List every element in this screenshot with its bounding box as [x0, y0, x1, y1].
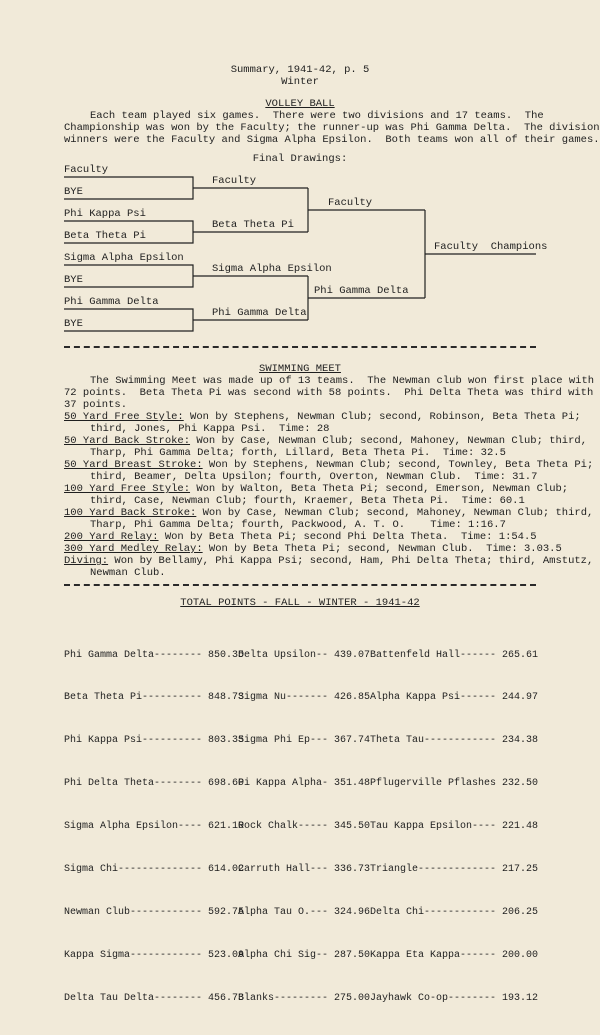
swim-event-4	[64, 483, 568, 495]
section-divider-1	[64, 346, 536, 348]
totals-heading: TOTAL POINTS - FALL - WINTER - 1941-42	[180, 597, 420, 609]
totals-row: Delta Upsilon-- 439.07	[238, 649, 371, 661]
swim-event-5-name: 100 Yard Back Stroke:	[64, 507, 197, 519]
swimming-para-1: The Swimming Meet was made up of 13 teams. The Newman club won first place with	[90, 375, 595, 387]
totals-row: Delta Chi------------ 206.25	[370, 906, 539, 918]
r3-team-1: Faculty	[328, 197, 373, 209]
r2-team-4: Phi Gamma Delta	[212, 307, 307, 319]
swim-event-4-line2: third, Case, Newman Club; fourth, Kraemer, Beta Theta Pi. Time: 60.1	[90, 495, 525, 507]
volleyball-para-3: winners were the Faculty and Sigma Alpha Epsilon. Both teams won all of their games.	[64, 134, 600, 146]
swimming-heading: SWIMMING MEET	[259, 363, 341, 375]
swim-event-2-line2: Tharp, Phi Gamma Delta; forth, Lillard, Beta Theta Pi. Time: 32.5	[90, 447, 506, 459]
page-season: Winter	[281, 76, 319, 88]
r3-team-2: Phi Gamma Delta	[314, 285, 409, 297]
r1-team-5: Sigma Alpha Epsilon	[64, 252, 184, 264]
swim-event-3-line2: third, Beamer, Delta Upsilon; fourth, Overton, Newman Club. Time: 31.7	[90, 471, 538, 483]
r1-team-6: BYE	[64, 274, 83, 286]
totals-row: Phi Kappa Psi---------- 803.35	[64, 735, 245, 747]
totals-row: Delta Tau Delta-------- 456.73	[64, 992, 245, 1004]
r1-team-3: Phi Kappa Psi	[64, 208, 146, 220]
r2-team-3: Sigma Alpha Epsilon	[212, 263, 332, 275]
swim-event-4-name: 100 Yard Free Style:	[64, 483, 191, 495]
swim-event-6	[64, 531, 537, 543]
totals-row: Pflugerville Pflashes 232.50	[370, 778, 539, 790]
swim-event-8-name: Diving:	[64, 555, 109, 567]
r1-team-4: Beta Theta Pi	[64, 230, 146, 242]
swim-event-1	[64, 411, 581, 423]
totals-col-1	[64, 620, 244, 1035]
champion-label: Faculty Champions	[434, 241, 548, 253]
totals-row: Alpha Kappa Psi------ 244.97	[370, 692, 539, 704]
totals-row: Triangle------------- 217.25	[370, 864, 539, 876]
totals-row: Kappa Eta Kappa------ 200.00	[370, 949, 539, 961]
totals-row: Blanks--------- 275.00	[238, 992, 371, 1004]
swim-event-1-name: 50 Yard Free Style:	[64, 411, 184, 423]
swim-event-4-line1: Won by Walton, Beta Theta Pi; second, Emerson, Newman Club;	[190, 483, 569, 495]
totals-row: Newman Club------------ 592.75	[64, 906, 245, 918]
totals-row: Theta Tau------------ 234.38	[370, 735, 539, 747]
totals-row: Jayhawk Co-op-------- 193.12	[370, 992, 539, 1004]
swim-event-5	[64, 507, 593, 519]
swim-event-8-line1: Won by Bellamy, Phi Kappa Psi; second, Ham, Phi Delta Theta; third, Amstutz,	[108, 555, 594, 567]
totals-row: Alpha Tau O.--- 324.96	[238, 906, 371, 918]
totals-row: Sigma Alpha Epsilon---- 621.10	[64, 821, 245, 833]
r1-team-7: Phi Gamma Delta	[64, 296, 159, 308]
totals-row: Sigma Nu------- 426.85	[238, 692, 371, 704]
swim-event-3	[64, 459, 593, 471]
volleyball-para-1: Each team played six games. There were two divisions and 17 teams. The	[90, 110, 544, 122]
r2-team-1: Faculty	[212, 175, 257, 187]
page-title: Summary, 1941-42, p. 5	[230, 64, 370, 76]
totals-row: Kappa Sigma------------ 523.09	[64, 949, 245, 961]
totals-row: Phi Gamma Delta-------- 850.35	[64, 649, 245, 661]
r1-team-8: BYE	[64, 318, 83, 330]
swim-event-1-line1: Won by Stephens, Newman Club; second, Robinson, Beta Theta Pi;	[183, 411, 581, 423]
swim-event-5-line1: Won by Case, Newman Club; second, Mahoney, Newman Club; third,	[196, 507, 594, 519]
swim-event-6-name: 200 Yard Relay:	[64, 531, 159, 543]
swim-event-2-name: 50 Yard Back Stroke:	[64, 435, 191, 447]
totals-row: Pi Kappa Alpha- 351.48	[238, 778, 371, 790]
final-drawings-label: Final Drawings:	[252, 153, 348, 165]
swimming-para-2: 72 points. Beta Theta Pi was second with 58 points. Phi Delta Theta was third with	[64, 387, 594, 399]
r1-team-1: Faculty	[64, 164, 109, 176]
totals-row: Sigma Phi Ep--- 367.74	[238, 735, 371, 747]
totals-col-3	[370, 620, 538, 1035]
swim-event-5-line2: Tharp, Phi Gamma Delta; fourth, Packwood, A. T. O. Time: 1:16.7	[90, 519, 506, 531]
swim-event-7-name: 300 Yard Medley Relay:	[64, 543, 203, 555]
totals-row: Sigma Chi-------------- 614.02	[64, 864, 245, 876]
swim-event-2-line1: Won by Case, Newman Club; second, Mahoney, Newman Club; third,	[190, 435, 587, 447]
totals-row: Alpha Chi Sig-- 287.50	[238, 949, 371, 961]
totals-row: Rock Chalk----- 345.50	[238, 821, 371, 833]
swim-event-7-line1: Won by Beta Theta Pi; second, Newman Club. Time: 3.03.5	[202, 543, 562, 555]
swim-event-7	[64, 543, 562, 555]
volleyball-para-2: Championship was won by the Faculty; the runner-up was Phi Gamma Delta. The division	[64, 122, 600, 134]
section-divider-2	[64, 584, 536, 586]
swim-event-1-line2: third, Jones, Phi Kappa Psi. Time: 28	[90, 423, 330, 435]
swim-event-8	[64, 555, 593, 567]
totals-row: Carruth Hall--- 336.73	[238, 864, 371, 876]
totals-row: Battenfeld Hall------ 265.61	[370, 649, 539, 661]
totals-row: Beta Theta Pi---------- 848.73	[64, 692, 245, 704]
totals-row: Tau Kappa Epsilon---- 221.48	[370, 821, 539, 833]
swim-event-3-name: 50 Yard Breast Stroke:	[64, 459, 203, 471]
swimming-para-3: 37 points.	[64, 399, 128, 411]
swim-event-6-line1: Won by Beta Theta Pi; second Phi Delta Theta. Time: 1:54.5	[158, 531, 537, 543]
r2-team-2: Beta Theta Pi	[212, 219, 294, 231]
swim-event-8-line2: Newman Club.	[90, 567, 166, 579]
r1-team-2: BYE	[64, 186, 83, 198]
totals-col-2	[238, 620, 370, 1035]
swim-event-2	[64, 435, 587, 447]
swim-event-3-line1: Won by Stephens, Newman Club; second, Townley, Beta Theta Pi;	[202, 459, 594, 471]
totals-row: Phi Delta Theta-------- 698.60	[64, 778, 245, 790]
volleyball-heading: VOLLEY BALL	[265, 98, 335, 110]
